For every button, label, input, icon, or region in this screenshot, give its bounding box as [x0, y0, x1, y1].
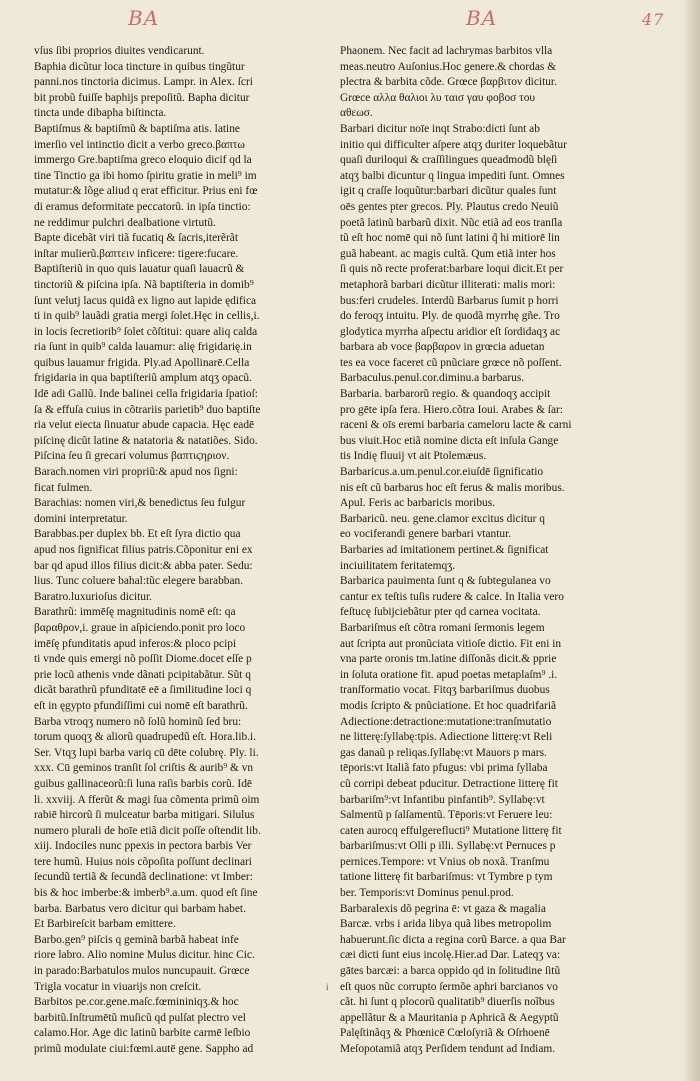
text-line: Idē adi Gallũ. Inde balinei cella frigidaria ſpatioſ: — [34, 388, 258, 401]
text-line: dicãt barathrũ pfunditatē eē a ſimilitudine loci q — [34, 684, 252, 697]
text-line: atqʒ balbi dicuntur q lingua impediti ſunt. Omnes — [340, 169, 565, 182]
text-line: apud nos ſignificat filius patris.Cõponitur eni ex — [34, 544, 253, 556]
text-line: Barcæ. vrbs i arida libya quã libes metropolim — [340, 918, 552, 931]
text-line: poetã latinũ barbarũ dixit. Nũc etiã ad eos tranſla — [340, 216, 563, 229]
text-line: bus viuit.Hoc etiã nomine dicta eſt inſula Gange — [340, 434, 559, 447]
text-line: Barbaricũ. neu. gene.clamor excitus dicitur q — [340, 512, 545, 525]
text-line: Salmentũ p ſalſamentũ. Tēporis:vt Feruere leu: — [340, 809, 553, 822]
text-line: habuerunt.ſic dicta a regina corũ Barce. a qua Bar — [340, 933, 566, 946]
text-line: oēs gentes pter grecos. Ply. Plautus credo Neuiũ — [340, 200, 559, 213]
text-line: Meſopotamiã atqʒ Perſidem tendunt ad Indiam. — [340, 1043, 556, 1055]
text-line: mutatur:& lõge aliud q erat efficitur. Prius eni fœ — [34, 185, 258, 198]
text-line: Apul. Feris ac barbaricis moribus. — [340, 497, 496, 510]
text-line: ficat fulmen. — [34, 481, 93, 494]
text-line: ſi quis nõ recte proferat:barbare loqui dicit.Et per — [340, 263, 564, 276]
running-head-center: BA — [466, 6, 498, 30]
text-line: ti in quib⁹ lauãdi gratia mergi ſolet.Hęc in cellis,i. — [34, 310, 260, 323]
text-line: Barabbas.per duplex bb. Et eſt ſyra dictio qua — [34, 528, 241, 541]
text-line: riore labro. Alio nomine Mulus dicitur. hinc Cic. — [34, 949, 255, 962]
text-line: αθεωσ. — [340, 107, 373, 120]
text-line: ſecundũ tertiã & ſecundã declinatione: vt Imber: — [34, 871, 253, 884]
text-line: Grœce αλλα θαλιοι λυ ταισ γαυ φοβοσ του — [340, 91, 536, 104]
text-line: imēſę pfunditatis apud inferos:& ploco pcipi — [34, 637, 237, 650]
text-line: feſtucę ſubijciebãtur pter qd carnea vocitata. — [340, 606, 541, 619]
text-line: piſcinę dicũt latine & natatoria & natatiões. Sido. — [34, 434, 258, 447]
text-line: ti vnde quis emergi nõ poſſit Diome.docet eſſe p — [34, 653, 252, 666]
text-line: barbariſmus:vt Olli p illi. Syllabę:vt Pernuces p — [340, 840, 556, 853]
text-line: in locis ſecretiorib⁹ ſolet cõſtitui: quare aliq calda — [34, 325, 258, 338]
text-line: Baphia dicũtur loca tincture in quibus tingũtur — [34, 60, 245, 73]
text-line: glodytica myrrha aſpectu aridior eſt ſordidaqʒ ac — [340, 325, 561, 338]
text-line: bus:feri crudeles. Interdũ Barbarus ſumit p horri — [340, 294, 559, 307]
text-line: imerſio vel intinctio dicit a verbo greco.βαπτω — [34, 138, 245, 151]
text-line: caten aurocq effulgereflucti⁹ Mutatione litterę fit — [340, 824, 562, 837]
text-line: Barbaria. barbarorũ regio. & quandoqʒ accipit — [340, 388, 551, 401]
text-line: bar qd apud illos filius dicit:& abba pater. Sedu: — [34, 559, 253, 572]
text-line: pernices.Tempore: vt Vnius ob noxã. Tranſmu — [340, 855, 550, 868]
text-line: immergo Gre.baptiſma greco eloquio dicif qd la — [34, 154, 252, 167]
text-line: Trigla vocatur in viuarijs non creſcit. — [34, 980, 202, 993]
text-line: initio qui difficulter aſpere atqʒ duriter loquebãtur — [340, 138, 567, 151]
text-line: Bapte dicebãt viri tiã fucatiq & ſacris,iterẽrãt — [34, 232, 238, 245]
text-line: cãt. hi ſunt q plocorũ qualitatib⁹ diuerſis noĩbus — [340, 996, 555, 1009]
text-line: Barbitos pe.cor.gene.maſc.fœmininiqʒ.& hoc — [34, 996, 239, 1009]
text-line: quaſi duriloqui & craſſilingues queadmodũ blęſi — [340, 154, 558, 167]
text-line: pro gēte ipſa fera. Hiero.cõtra Ioui. Arabes & ſar: — [340, 403, 563, 416]
text-line: cũ corripi debeat pducitur. Detractione litterę fit — [340, 777, 558, 790]
text-line: Ser. Vtqʒ lupi barba variq cū dēte colubrę. Ply. li. — [34, 746, 259, 759]
text-line: tis Indię fluuij vt ait Ptolemæus. — [340, 450, 487, 463]
text-line: Barbariſmus eſt cõtra romani ſermonis legem — [340, 621, 545, 634]
text-line: rabiē hircorũ ſi mulceatur barba mitigari. Silulus — [34, 809, 255, 822]
text-line: Piſcina ſeu ſi grecari volumus βαπτιϛηριον. — [34, 450, 230, 463]
text-line: metaphorã barbari dicũtur illiterati: malis mori: — [340, 278, 556, 291]
text-line: tēporis:vt Italiã fato pfugus: vbi prima ſyllaba — [340, 762, 548, 775]
text-line: inſtar mulierũ.βαπτειν inficere: tigere:fucare. — [34, 247, 239, 260]
text-line: frigidaria in qua baptiſteriũ amplum atqʒ opacũ. — [34, 372, 252, 385]
text-line: ne reddimur pulchri dealbatione virtutũ. — [34, 216, 216, 229]
text-line: Baptiſteriũ in quo quis lauatur quaſi lauacrũ & — [34, 263, 245, 276]
text-line: Barba vtroqʒ numero nõ ſolũ hominũ ſed bru: — [34, 715, 242, 728]
text-line: barbitũ.Inſtrumētũ muſicũ qd pulſat plectro vel — [34, 1011, 246, 1024]
text-line: vna parte oronis tm.latine diſſonãs dicit.& pprie — [340, 653, 557, 666]
text-line: Palęſtinãqʒ & Phœnicē Cœloſyriã & Oſrhoenē — [340, 1027, 550, 1040]
text-line: ria ſunt in quib⁹ calda lauamur: alię frigidarię.in — [34, 341, 252, 354]
text-line: Barach.nomen viri propriũ:& apud nos ſigni: — [34, 466, 238, 479]
text-line: Barbaricus.a.um.penul.cor.eiuſdē ſignificatio — [340, 466, 544, 479]
text-line: di eramus deformitate peccatorũ. in ipſa tinctio: — [34, 200, 251, 213]
page-edge-shadow — [682, 0, 700, 1081]
text-line: Barbari dicitur noīe inqt Strabo:dicti ſunt ab — [340, 122, 540, 135]
text-line: eo vociferandi genere barbari vtantur. — [340, 528, 512, 541]
folio-number: 47 — [642, 10, 665, 29]
text-line: barba. Barbatus vero dicitur qui barbam habet. — [34, 902, 246, 915]
text-line: calamo.Hor. Age dic latinũ barbite carmē leſbio — [34, 1027, 251, 1040]
text-line: guã habeant. ac magis cultã. Qum etiã inter hos — [340, 247, 556, 260]
text-line: inciuilitatem feritatemqʒ. — [340, 559, 456, 572]
text-line: βαραθρον,i. graue in aſpiciendo.ponit pro loco — [34, 621, 246, 634]
text-line: lius. Tunc coluere bahal:tũc elegere barabban. — [34, 575, 244, 588]
text-line: xiij. Indociles nunc ppexis in pectora barbis Ver — [34, 840, 252, 853]
text-line: aut ſcripta aut pronũciata vitioſe dictio. Fit eni in — [340, 637, 562, 650]
text-line: nis eſt cũ barbarus hoc eſt ferus & malis moribus. — [340, 481, 565, 494]
text-line: tincta unde dibapha biſtincta. — [34, 107, 167, 120]
text-line: Baptiſmus & baptiſmũ & baptiſma atis. latine — [34, 122, 240, 135]
text-line: prie locũ athenis vnde dãnati pcipitabãtur. Sũt q — [34, 668, 251, 681]
text-line: appellãtur & a Mauritania p Aphricã & Aegyptũ — [340, 1011, 559, 1024]
text-line: gātes barcæi: a barca oppido qd in ſolitudine ſitũ — [340, 965, 561, 978]
text-line: ſunt velutj lacus quidã ex ligno aut lapide ędifica — [34, 294, 257, 307]
text-line: eſt quos nũc corrupto ſermõe aphri barcianos vo — [340, 980, 558, 993]
left-text-column — [34, 44, 330, 1058]
text-line: bit probũ fuiſſe baphijs prepoſitũ. Bapha dicitur — [34, 91, 250, 104]
text-line: quibus lauamur frigida. Ply.ad Apollinarē.Cella — [34, 356, 250, 369]
text-line: torum quoqʒ & aliorũ quadrupedũ eſt. Hora.lib.i. — [34, 731, 257, 744]
text-line: Barbaculus.penul.cor.diminu.a barbarus. — [340, 372, 525, 385]
running-head-left: BA — [128, 6, 160, 30]
text-line: tranſformatio vocat. Fitqʒ barbariſmus duobus — [340, 684, 550, 697]
text-line: modis ſcripto & pnũciatione. Et hoc quadrifariã — [340, 699, 557, 712]
text-line: Baratro.luxurioſus dicitur. — [34, 590, 152, 603]
text-line: panni.nos tinctoria dicimus. Lampr. in Alex. ſcri — [34, 76, 253, 89]
text-line: domini interpretatur. — [34, 512, 128, 525]
text-line: primũ modulate ciui:fœmi.autē gene. Sappho ad — [34, 1043, 254, 1055]
text-line: Barbarica pauimenta ſunt q & ſubtegulanea vo — [340, 575, 551, 588]
text-line: bis & hoc imberbe:& imberb⁹.a.um. quod eſt ſine — [34, 887, 258, 900]
text-line: tũ eſt hoc nomē qui nõ ſunt latini q̃ hi mitiorē lin — [340, 232, 560, 245]
text-line: cæi dicti ſunt eius incolę.Hier.ad Dar. Lateqʒ va: — [340, 949, 561, 962]
text-line: in parado:Barbatulos mulos nuncupauit. Grœce — [34, 965, 250, 978]
signature-mark: i — [326, 982, 329, 992]
text-line: Et Barbireſcit barbam emittere. — [34, 918, 176, 931]
text-line: tinctoriũ & piſcina ipſa. Nã baptiſteria in domib⁹ — [34, 278, 254, 291]
text-line: tere humũ. Huius nois cõpoſita poſſunt declinari — [34, 855, 252, 868]
text-line: Adiectione:detractione:mutatione:tranſmutatio — [340, 715, 552, 728]
text-line: barbara ab voce βαρβαρον in grœcia aduetan — [340, 341, 545, 354]
text-line: barbariſm⁹:vt Infantibu pinfantib⁹. Syllabę:vt — [340, 793, 545, 806]
text-line: guibus gallinaceorũ:ſi luna raſis barbis corũ. Idē — [34, 777, 252, 790]
text-line: gas danaũ p reliqas.ſyllabę:vt Mauors p mars. — [340, 746, 547, 759]
text-line: meas.neutro Auſonius.Hoc genere.& chordas & — [340, 60, 557, 73]
text-line: Phaonem. Nec facit ad lachrymas barbitos vlla — [340, 45, 553, 57]
text-line: ne litterę:ſyllabę:tpis. Adiectione litterę:vt Reli — [340, 731, 553, 744]
text-line: Barachias: nomen viri,& benedictus ſeu fulgur — [34, 497, 246, 510]
text-line: tine Tinctio ga ibi homo ſpiritu gratie in meli⁹ im — [34, 169, 257, 182]
text-line: xxx. Cū geminos tranſit ſol criſtis & aurib⁹ & vn — [34, 762, 254, 775]
text-line: in ſoluta oratione fit. apud poetas metaplaſm⁹ .i. — [340, 668, 558, 681]
right-text-column — [340, 44, 636, 1058]
text-line: plectra & barbita cõde. Grœce βαρβιτον dicitur. — [340, 76, 557, 89]
text-line: ſa & effuſa cuius in cõtrariis parietib⁹ duo baptiſte — [34, 403, 261, 416]
text-line: igit q craſſe loquũtur:barbari dicũtur quales ſunt — [340, 185, 557, 198]
text-line: vſus ſibi proprios diuites vendicarunt. — [34, 45, 205, 57]
text-line: Barbaralexis dõ pegrina ē: vt gaza & magalia — [340, 902, 546, 915]
text-line: Barathrũ: immēſę magnitudinis nomē eſt: qa — [34, 606, 236, 619]
text-line: Barbo.gen⁹ piſcis q geminã barbã habeat infe — [34, 933, 239, 946]
text-line: do feroqʒ intuitu. Ply. de quodã myrrhę gñe. Tro — [340, 310, 560, 323]
text-line: raceni & oīs eremi barbaria cameloru lacte & carni — [340, 419, 572, 432]
text-line: ria velut eiecta ſinuatur abude capacia. Hęc eadē — [34, 419, 255, 432]
text-line: numero plurali de hoīe etiã dicit poſſe oſtendit lib. — [34, 824, 261, 837]
text-line: cantur ex teſtis tuſis rudere & calce. In Italia vero — [340, 590, 564, 603]
text-line: tes ea voce faceret cũ pnũciare grœce nõ poſſent. — [340, 356, 562, 369]
text-line: eſt in ęgypto pfundiſſimi cui nomē eſt barathrũ. — [34, 699, 248, 712]
text-line: tatione litterę fit barbariſmus: vt Tymbre p tym — [340, 871, 553, 884]
text-line: li. xxviij. A fferũt & magi ſua cõmenta primũ oim — [34, 793, 260, 806]
text-line: Barbaries ad imitationem pertinet.& ſignificat — [340, 544, 549, 556]
text-line: ber. Temporis:vt Dominus penul.prod. — [340, 887, 514, 900]
